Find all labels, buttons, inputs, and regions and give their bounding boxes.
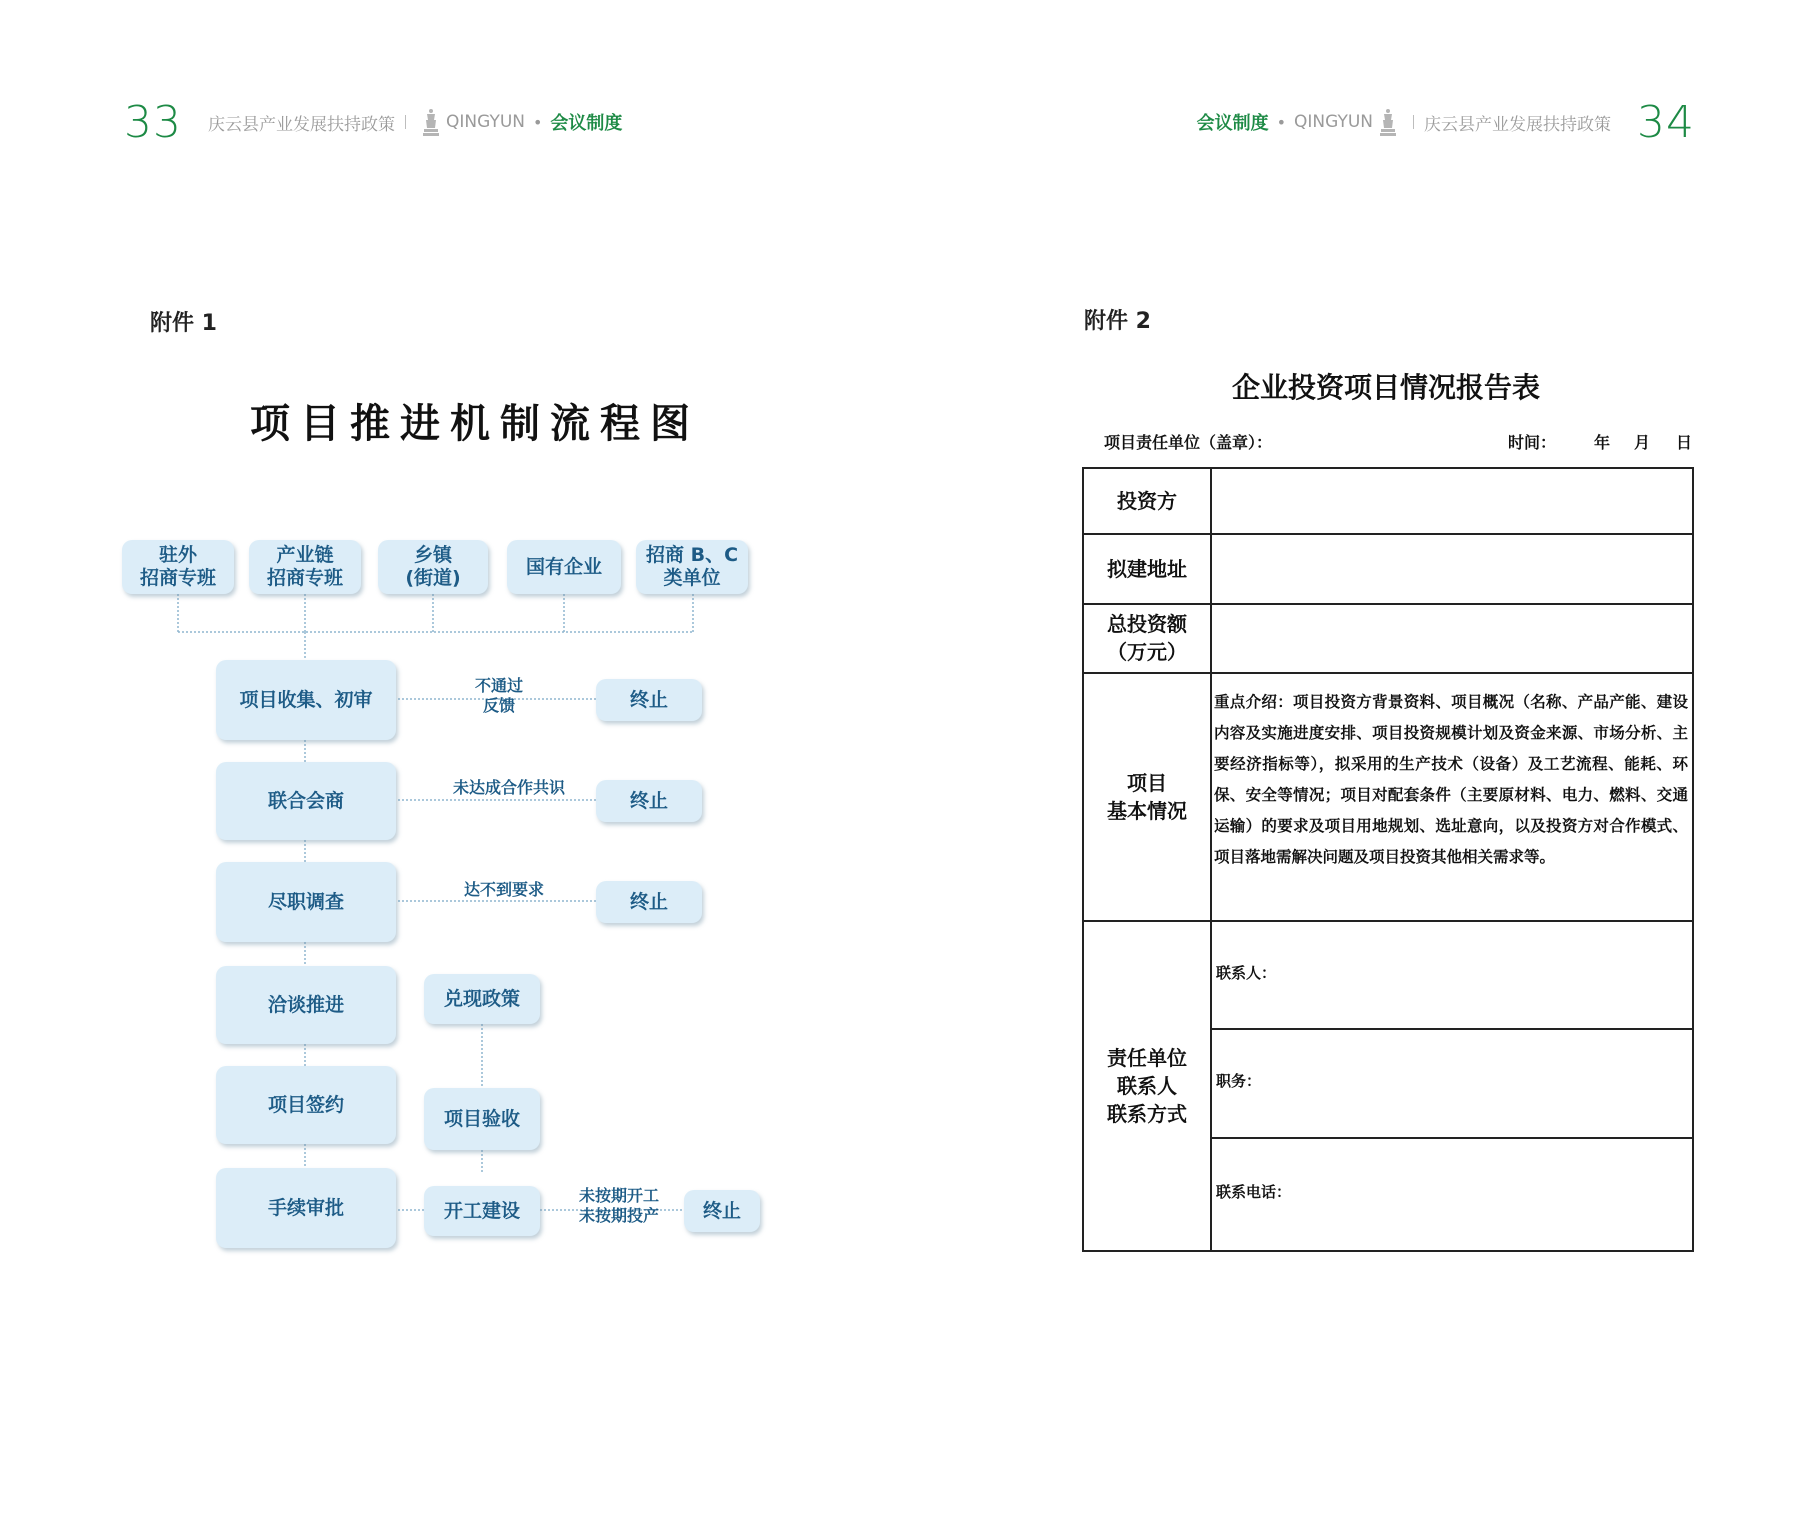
step-policy-fulfill: 兑现政策 bbox=[424, 974, 540, 1024]
table-row-divider bbox=[1210, 1137, 1694, 1139]
step-negotiation: 洽谈推进 bbox=[216, 966, 396, 1044]
table-col-divider bbox=[1210, 467, 1212, 1252]
day-label: 日 bbox=[1676, 433, 1693, 452]
terminate-box-2: 终止 bbox=[596, 780, 702, 822]
brand-left: QINGYUN bbox=[446, 112, 525, 132]
section-right: 会议制度 bbox=[1196, 113, 1269, 134]
page-number-right: 34 bbox=[1637, 96, 1695, 148]
attachment2-label: 附件 2 bbox=[1084, 309, 1151, 334]
source-box-1: 驻外 招商专班 bbox=[122, 540, 234, 594]
row-label-address: 拟建地址 bbox=[1107, 556, 1187, 581]
header-dot: • bbox=[1276, 112, 1287, 132]
unit-label: 项目责任单位（盖章）： bbox=[1104, 433, 1273, 452]
step-acceptance: 项目验收 bbox=[424, 1088, 540, 1150]
step-construction: 开工建设 bbox=[424, 1186, 540, 1236]
position-field: 职务： bbox=[1216, 1072, 1262, 1090]
terminate-box-1: 终止 bbox=[596, 679, 702, 721]
phone-field: 联系电话： bbox=[1216, 1183, 1292, 1201]
policy-title-left: 庆云县产业发展扶持政策 bbox=[208, 114, 395, 135]
table-row-divider bbox=[1210, 1028, 1694, 1030]
brand-right: QINGYUN bbox=[1294, 112, 1373, 132]
row-label-investor: 投资方 bbox=[1117, 489, 1177, 513]
step-joint-consult: 联合会商 bbox=[216, 762, 396, 840]
condition-no-consensus: 未达成合作共识 bbox=[452, 778, 565, 797]
basic-info-description: 重点介绍：项目投资方背景资料、项目概况（名称、产品产能、建设内容及实施进度安排、项目投资规模计划及资金来源、市场分析、主要经济指标等），拟采用的生产技术（设备）及工艺流程、能耗、环保、安全等情况；项目对配套条件（主要原材料、电力、燃料、交通运输）的要求及项目用地规划、选址意向，以及投资方对合作模式、项目落地需解决问题及项目投资其他相关需求等。 bbox=[1214, 692, 1688, 866]
year-label: 年 bbox=[1594, 433, 1611, 452]
row-label-basic-info: 项目 基本情况 bbox=[1107, 770, 1187, 823]
source-box-3: 乡镇 (街道) bbox=[378, 540, 488, 594]
step-signing: 项目签约 bbox=[216, 1066, 396, 1144]
header-dot: • bbox=[532, 112, 543, 132]
terminate-box-4: 终止 bbox=[684, 1190, 760, 1232]
step-due-diligence: 尽职调查 bbox=[216, 862, 396, 942]
row-label-total-investment: 总投资额 （万元） bbox=[1107, 612, 1187, 664]
source-box-2: 产业链 招商专班 bbox=[249, 540, 361, 594]
page-number-left: 33 bbox=[124, 96, 182, 148]
month-label: 月 bbox=[1634, 433, 1651, 452]
source-box-4: 国有企业 bbox=[507, 540, 621, 594]
step-collect-review: 项目收集、初审 bbox=[216, 660, 396, 740]
attachment1-label: 附件 1 bbox=[150, 311, 217, 336]
flowchart-title: 项目推进机制流程图 bbox=[250, 400, 700, 447]
section-left: 会议制度 bbox=[550, 113, 623, 134]
condition-not-pass: 不通过 反馈 bbox=[474, 676, 523, 715]
condition-not-meet: 达不到要求 bbox=[463, 880, 544, 899]
source-box-5: 招商 B、C 类单位 bbox=[636, 540, 748, 594]
terminate-box-3: 终止 bbox=[596, 881, 702, 923]
row-label-contact: 责任单位 联系人 联系方式 bbox=[1107, 1045, 1187, 1126]
form-title: 企业投资项目情况报告表 bbox=[1232, 371, 1541, 404]
policy-title-right: 庆云县产业发展扶持政策 bbox=[1424, 114, 1611, 135]
condition-delay: 未按期开工 未按期投产 bbox=[578, 1186, 659, 1225]
step-approval: 手续审批 bbox=[216, 1168, 396, 1248]
contact-person-field: 联系人： bbox=[1216, 964, 1277, 982]
time-label: 时间： bbox=[1508, 433, 1557, 452]
